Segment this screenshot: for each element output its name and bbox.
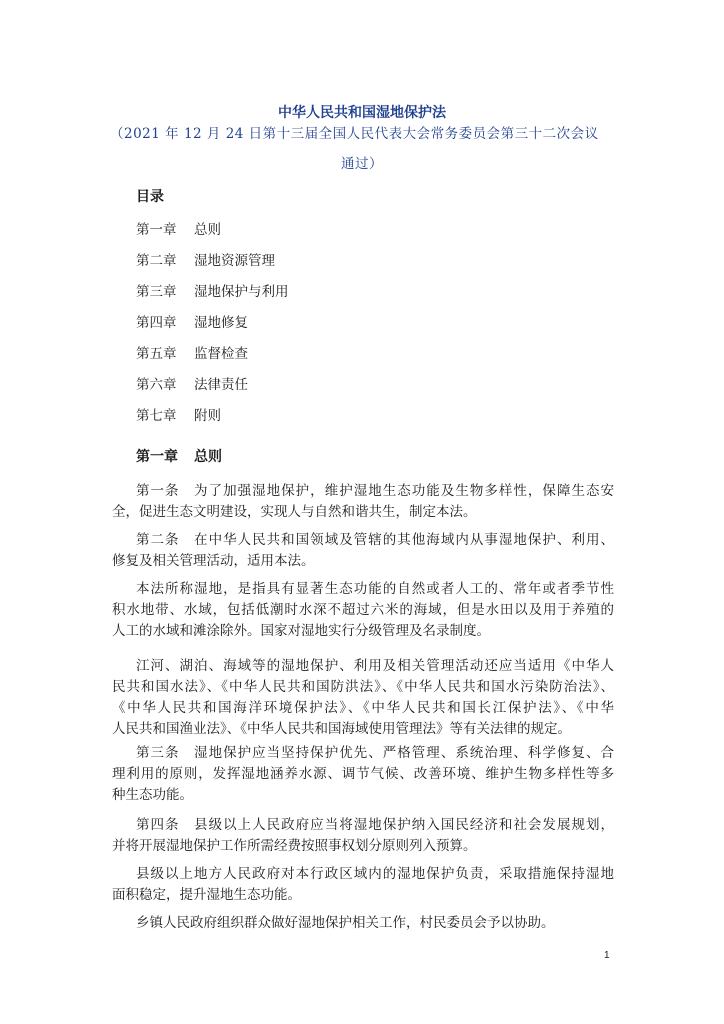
paragraph-township-government: [112, 913, 614, 934]
paragraph-line: 本法所称湿地，是指具有显著生态功能的自然或者人工的、常年或者季节性: [136, 581, 614, 597]
paragraph-line: 修复及相关管理活动，适用本法。: [112, 553, 315, 569]
toc-item-title: 湿地保护与利用: [194, 284, 289, 300]
toc-item-7: [136, 404, 289, 435]
chapter-heading: [136, 446, 222, 466]
toc-item-title: 附则: [194, 408, 221, 424]
toc-item-title: 总则: [194, 222, 221, 238]
paragraph-line: 面积稳定，提升湿地生态功能。: [112, 887, 301, 903]
paragraph-line: 第二条 在中华人民共和国领域及管辖的其他海域内从事湿地保护、利用、: [136, 532, 614, 548]
paragraph-wetland-definition: [112, 579, 614, 642]
paragraph-line: 《中华人民共和国海洋环境保护法》、《中华人民共和国长江保护法》、《中华: [112, 700, 614, 716]
toc-item-number: 第一章: [136, 222, 177, 238]
toc-item-number: 第六章: [136, 377, 177, 393]
paragraph-related-laws: [112, 656, 614, 740]
paragraph-article-1: [112, 481, 614, 523]
paragraph-line: 第三条 湿地保护应当坚持保护优先、严格管理、系统治理、科学修复、合: [136, 745, 614, 761]
page-number: 1: [604, 950, 610, 961]
paragraph-line: 民共和国水法》、《中华人民共和国防洪法》、《中华人民共和国水污染防治法》、: [112, 679, 614, 695]
document-subtitle-line1: （2021 年 12 月 24 日第十三届全国人民代表大会常务委员会第三十二次会议: [110, 126, 599, 142]
document-subtitle-line2: 通过）: [341, 156, 383, 172]
paragraph-line: 理利用的原则，发挥湿地涵养水源、调节气候、改善环境、维护生物多样性等多: [112, 766, 614, 782]
toc-item-5: [136, 342, 289, 373]
toc-item-title: 监督检查: [194, 346, 248, 362]
paragraph-line: 人民共和国渔业法》、《中华人民共和国海域使用管理法》等有关法律的规定。: [112, 721, 571, 737]
document-title: 中华人民共和国湿地保护法: [278, 105, 446, 121]
chapter-title: 总则: [194, 449, 222, 465]
toc-item-6: [136, 373, 289, 404]
toc-item-number: 第三章: [136, 284, 177, 300]
table-of-contents: [136, 218, 289, 435]
toc-item-title: 法律责任: [194, 377, 248, 393]
paragraph-line: 并将开展湿地保护工作所需经费按照事权划分原则列入预算。: [112, 838, 477, 854]
toc-item-title: 湿地修复: [194, 315, 248, 331]
toc-item-number: 第四章: [136, 315, 177, 331]
paragraph-article-2: [112, 530, 614, 572]
toc-item-number: 第五章: [136, 346, 177, 362]
paragraph-line: 全，促进生态文明建设，实现人与自然和谐共生，制定本法。: [112, 504, 477, 520]
paragraph-line: 人工的水域和滩涂除外。国家对湿地实行分级管理及名录制度。: [112, 623, 490, 639]
paragraph-article-3: [112, 743, 614, 806]
toc-item-2: [136, 249, 289, 280]
toc-heading: 目录: [136, 189, 164, 205]
toc-item-number: 第七章: [136, 408, 177, 424]
paragraph-line: 积水地带、水域，包括低潮时水深不超过六米的海域，但是水田以及用于养殖的: [112, 602, 614, 618]
toc-item-title: 湿地资源管理: [194, 253, 275, 269]
toc-item-4: [136, 311, 289, 342]
paragraph-local-government: [112, 864, 614, 906]
paragraph-article-4: [112, 815, 614, 857]
paragraph-line: 第一条 为了加强湿地保护，维护湿地生态功能及生物多样性，保障生态安: [136, 483, 614, 499]
paragraph-line: 种生态功能。: [112, 787, 193, 803]
paragraph-line: 乡镇人民政府组织群众做好湿地保护相关工作，村民委员会予以协助。: [136, 915, 555, 931]
paragraph-line: 第四条 县级以上人民政府应当将湿地保护纳入国民经济和社会发展规划，: [136, 817, 614, 833]
chapter-number: 第一章: [136, 449, 178, 465]
toc-item-3: [136, 280, 289, 311]
toc-item-1: [136, 218, 289, 249]
paragraph-line: 江河、湖泊、海域等的湿地保护、利用及相关管理活动还应当适用《中华人: [136, 658, 614, 674]
toc-item-number: 第二章: [136, 253, 177, 269]
paragraph-line: 县级以上地方人民政府对本行政区域内的湿地保护负责，采取措施保持湿地: [136, 866, 614, 882]
